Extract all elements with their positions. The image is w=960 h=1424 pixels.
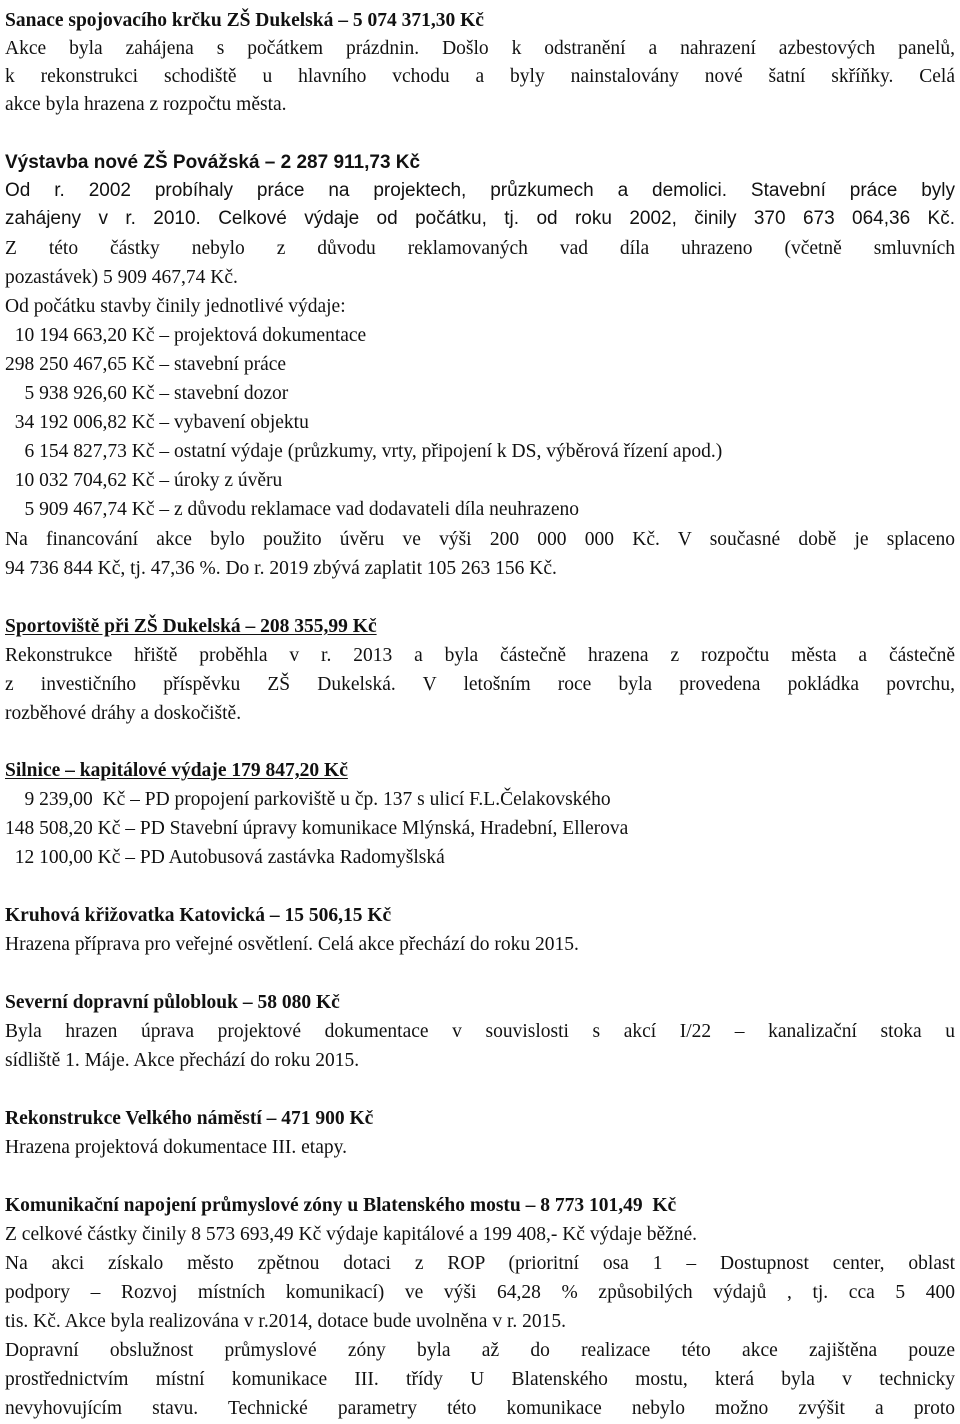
paragraph-line: sídliště 1. Máje. Akce přechází do roku 2015. <box>5 1050 360 1071</box>
paragraph-line: podpory – Rozvoj místních komunikací) ve výši 64,28 % způsobilých výdajů , tj. cca 5 400 <box>5 1282 955 1303</box>
paragraph-line: Od r. 2002 probíhaly práce na projektech, průzkumech a demolici. Stavební práce byly <box>5 180 955 201</box>
expense-line: 34 192 006,82 Kč – vybavení objektu <box>5 412 309 433</box>
paragraph-line: 94 736 844 Kč, tj. 47,36 %. Do r. 2019 zbývá zaplatit 105 263 156 Kč. <box>5 558 557 579</box>
expense-line: 298 250 467,65 Kč – stavební práce <box>5 354 287 375</box>
paragraph-line: nevyhovujícím stavu. Technické parametry této komunikace nebylo možno zvýšit a proto <box>5 1398 955 1419</box>
expense-line: 10 032 704,62 Kč – úroky z úvěru <box>5 470 283 491</box>
expense-line: 148 508,20 Kč – PD Stavební úpravy komunikace Mlýnská, Hradební, Ellerova <box>5 818 629 839</box>
paragraph-line: pozastávek) 5 909 467,74 Kč. <box>5 267 238 288</box>
heading-sportoviste: Sportoviště při ZŠ Dukelská – 208 355,99 Kč <box>5 616 377 637</box>
paragraph-line: rozběhové dráhy a doskočiště. <box>5 703 242 724</box>
heading-silnice: Silnice – kapitálové výdaje 179 847,20 Kč <box>5 760 348 781</box>
paragraph-line: Od počátku stavby činily jednotlivé výdaje: <box>5 296 346 317</box>
paragraph-line: Hrazena příprava pro veřejné osvětlení. Celá akce přechází do roku 2015. <box>5 934 579 955</box>
expense-line: 10 194 663,20 Kč – projektová dokumentace <box>5 325 367 346</box>
paragraph-line: Dopravní obslužnost průmyslové zóny byla až do realizace této akce zajištěna pouze <box>5 1340 955 1361</box>
paragraph-line: z investičního příspěvku ZŠ Dukelská. V letošním roce byla provedena pokládka povrchu, <box>5 674 955 695</box>
paragraph-line: prostřednictvím místní komunikace III. třídy U Blatenského mostu, která byla v technicky <box>5 1369 955 1390</box>
heading-vystavba: Výstavba nové ZŠ Povážská – 2 287 911,73 Kč <box>5 152 421 173</box>
expense-line: 6 154 827,73 Kč – ostatní výdaje (průzkumy, vrty, připojení k DS, výběrová řízení apod.) <box>5 441 723 462</box>
paragraph-line: zahájeny v r. 2010. Celkové výdaje od počátku, tj. od roku 2002, činily 370 673 064,36 Kč. <box>5 208 955 229</box>
paragraph-line: Rekonstrukce hřiště proběhla v r. 2013 a byla částečně hrazena z rozpočtu města a částečně <box>5 645 955 666</box>
paragraph-line: Byla hrazen úprava projektové dokumentace v souvislosti s akcí I/22 – kanalizační stoka u <box>5 1021 955 1042</box>
expense-line: 5 909 467,74 Kč – z důvodu reklamace vad dodavateli díla neuhrazeno <box>5 499 579 520</box>
paragraph-line: Akce byla zahájena s počátkem prázdnin. Došlo k odstranění a nahrazení azbestových panelů, <box>5 38 955 59</box>
heading-puloblouk: Severní dopravní půloblouk – 58 080 Kč <box>5 992 340 1013</box>
paragraph-line: Hrazena projektová dokumentace III. etapy. <box>5 1137 347 1158</box>
paragraph-line: Z celkové částky činily 8 573 693,49 Kč výdaje kapitálové a 199 408,- Kč výdaje běžné. <box>5 1224 698 1245</box>
heading-komunikacni-napojeni: Komunikační napojení průmyslové zóny u Blatenského mostu – 8 773 101,49 Kč <box>5 1195 677 1216</box>
heading-krizovatka: Kruhová křižovatka Katovická – 15 506,15 Kč <box>5 905 392 926</box>
expense-line: 9 239,00 Kč – PD propojení parkoviště u čp. 137 s ulicí F.L.Čelakovského <box>5 789 611 810</box>
expense-line: 5 938 926,60 Kč – stavební dozor <box>5 383 289 404</box>
paragraph-line: Na financování akce bylo použito úvěru ve výši 200 000 000 Kč. V současné době je splaceno <box>5 529 955 550</box>
paragraph-line: Z této částky nebylo z důvodu reklamovaných vad díla uhrazeno (včetně smluvních <box>5 238 955 259</box>
heading-sanace: Sanace spojovacího krčku ZŠ Dukelská – 5 074 371,30 Kč <box>5 10 484 31</box>
paragraph-line: k rekonstrukci schodiště u hlavního vchodu a byly nainstalovány nové šatní skříňky. Celá <box>5 66 955 87</box>
paragraph-line: tis. Kč. Akce byla realizována v r.2014, dotace bude uvolněna v r. 2015. <box>5 1311 567 1332</box>
heading-namesti: Rekonstrukce Velkého náměstí – 471 900 Kč <box>5 1108 374 1129</box>
expense-line: 12 100,00 Kč – PD Autobusová zastávka Radomyšlská <box>5 847 445 868</box>
paragraph-line: akce byla hrazena z rozpočtu města. <box>5 94 287 115</box>
paragraph-line: Na akci získalo město zpětnou dotaci z ROP (prioritní osa 1 – Dostupnost center, oblast <box>5 1253 955 1274</box>
